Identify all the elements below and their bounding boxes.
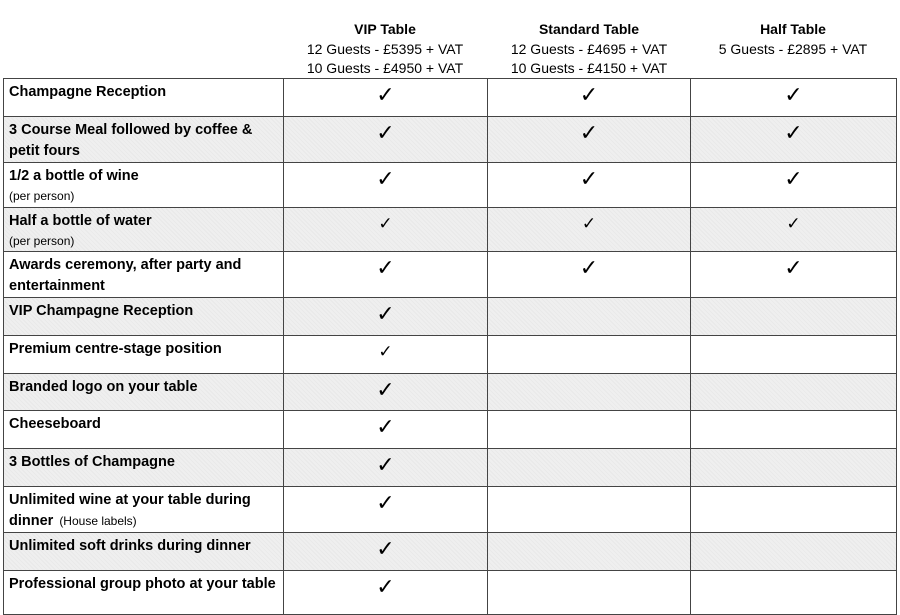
feature-cell bbox=[4, 374, 284, 411]
check-icon: ✓ bbox=[376, 536, 395, 561]
check-icon: ✓ bbox=[579, 166, 599, 191]
check-icon: ✓ bbox=[376, 255, 395, 280]
feature-label: Cheeseboard bbox=[9, 416, 101, 432]
table-row bbox=[4, 79, 897, 117]
vip-cell bbox=[284, 336, 488, 374]
vip-cell bbox=[284, 487, 488, 533]
check-icon: ✓ bbox=[376, 120, 395, 145]
standard-cell bbox=[488, 252, 691, 298]
half-cell bbox=[691, 533, 897, 571]
half-cell bbox=[691, 79, 897, 117]
check-icon: ✓ bbox=[579, 120, 599, 145]
standard-cell bbox=[488, 411, 691, 449]
table-row bbox=[4, 208, 897, 252]
package-comparison-table bbox=[3, 78, 897, 615]
check-icon: ✓ bbox=[376, 574, 395, 599]
check-icon: ✓ bbox=[376, 414, 395, 439]
half-cell bbox=[691, 374, 897, 411]
vip-cell bbox=[284, 252, 488, 298]
half-cell bbox=[691, 252, 897, 298]
check-icon: ✓ bbox=[784, 255, 803, 280]
feature-cell bbox=[4, 208, 284, 252]
check-icon: ✓ bbox=[786, 214, 801, 233]
feature-cell bbox=[4, 298, 284, 336]
table-row bbox=[4, 298, 897, 336]
table-row bbox=[4, 533, 897, 571]
vip-price-12: 12 Guests - £5395 + VAT bbox=[306, 40, 464, 57]
half-cell bbox=[691, 163, 897, 208]
feature-cell bbox=[4, 533, 284, 571]
table-row bbox=[4, 571, 897, 615]
table-row bbox=[4, 336, 897, 374]
feature-note: (House labels) bbox=[59, 514, 137, 528]
vip-cell bbox=[284, 163, 488, 208]
table-row bbox=[4, 411, 897, 449]
table-row bbox=[4, 374, 897, 411]
check-icon: ✓ bbox=[784, 166, 803, 191]
half-table-title: Half Table bbox=[760, 21, 826, 37]
feature-label: Unlimited soft drinks during dinner bbox=[9, 538, 251, 554]
standard-cell bbox=[488, 487, 691, 533]
feature-note: (per person) bbox=[9, 234, 75, 248]
vip-cell bbox=[284, 298, 488, 336]
check-icon: ✓ bbox=[784, 82, 803, 107]
feature-cell bbox=[4, 163, 284, 208]
feature-cell bbox=[4, 571, 284, 615]
check-icon: ✓ bbox=[376, 490, 395, 515]
check-icon: ✓ bbox=[376, 301, 395, 326]
half-cell bbox=[691, 571, 897, 615]
standard-cell bbox=[488, 117, 691, 163]
feature-label: Premium centre-stage position bbox=[9, 341, 222, 357]
standard-cell bbox=[488, 571, 691, 615]
half-price-5: 5 Guests - £2895 + VAT bbox=[718, 40, 868, 57]
feature-label: Unlimited wine at your table during dinner bbox=[9, 492, 251, 529]
check-icon: ✓ bbox=[376, 377, 395, 402]
feature-cell bbox=[4, 252, 284, 298]
half-cell bbox=[691, 336, 897, 374]
standard-cell bbox=[488, 208, 691, 252]
half-cell bbox=[691, 449, 897, 487]
check-icon: ✓ bbox=[378, 214, 393, 233]
feature-cell bbox=[4, 487, 284, 533]
feature-label: Champagne Reception bbox=[9, 84, 167, 100]
vip-cell bbox=[284, 208, 488, 252]
check-icon: ✓ bbox=[579, 82, 599, 107]
standard-cell bbox=[488, 374, 691, 411]
standard-cell bbox=[488, 533, 691, 571]
feature-label: Awards ceremony, after party and entertainment bbox=[9, 257, 242, 294]
vip-cell bbox=[284, 533, 488, 571]
half-table-header bbox=[691, 20, 895, 59]
feature-label: VIP Champagne Reception bbox=[9, 303, 194, 319]
check-icon: ✓ bbox=[581, 214, 597, 233]
table-body bbox=[4, 79, 897, 615]
table-row bbox=[4, 252, 897, 298]
check-icon: ✓ bbox=[376, 452, 395, 477]
vip-cell bbox=[284, 79, 488, 117]
feature-label: Professional group photo at your table bbox=[9, 576, 276, 592]
table-row bbox=[4, 449, 897, 487]
vip-cell bbox=[284, 411, 488, 449]
feature-cell bbox=[4, 79, 284, 117]
feature-cell bbox=[4, 411, 284, 449]
vip-cell bbox=[284, 117, 488, 163]
feature-cell bbox=[4, 117, 284, 163]
standard-table-header bbox=[487, 20, 691, 79]
standard-price-12: 12 Guests - £4695 + VAT bbox=[510, 40, 668, 57]
half-cell bbox=[691, 208, 897, 252]
vip-table-title: VIP Table bbox=[354, 21, 416, 37]
vip-cell bbox=[284, 449, 488, 487]
standard-cell bbox=[488, 79, 691, 117]
standard-cell bbox=[488, 336, 691, 374]
check-icon: ✓ bbox=[376, 166, 395, 191]
vip-price-10: 10 Guests - £4950 + VAT bbox=[306, 60, 464, 76]
standard-price-10: 10 Guests - £4150 + VAT bbox=[510, 60, 668, 76]
check-icon: ✓ bbox=[376, 82, 395, 107]
vip-cell bbox=[284, 374, 488, 411]
check-icon: ✓ bbox=[378, 342, 393, 361]
feature-cell bbox=[4, 336, 284, 374]
standard-cell bbox=[488, 298, 691, 336]
standard-cell bbox=[488, 163, 691, 208]
feature-label: 3 Course Meal followed by coffee & petit fours bbox=[9, 122, 253, 159]
check-icon: ✓ bbox=[579, 255, 599, 280]
half-cell bbox=[691, 411, 897, 449]
table-header bbox=[0, 0, 900, 78]
table-row bbox=[4, 487, 897, 533]
table-row bbox=[4, 117, 897, 163]
vip-cell bbox=[284, 571, 488, 615]
feature-cell bbox=[4, 449, 284, 487]
feature-label: 1/2 a bottle of wine bbox=[9, 168, 139, 184]
standard-cell bbox=[488, 449, 691, 487]
half-cell bbox=[691, 298, 897, 336]
feature-label: 3 Bottles of Champagne bbox=[9, 454, 175, 470]
feature-note: (per person) bbox=[9, 189, 75, 203]
table-row bbox=[4, 163, 897, 208]
vip-table-header bbox=[283, 20, 487, 79]
feature-label: Half a bottle of water bbox=[9, 213, 152, 229]
half-cell bbox=[691, 487, 897, 533]
check-icon: ✓ bbox=[784, 120, 803, 145]
feature-label: Branded logo on your table bbox=[9, 379, 198, 395]
half-cell bbox=[691, 117, 897, 163]
standard-table-title: Standard Table bbox=[538, 21, 640, 37]
